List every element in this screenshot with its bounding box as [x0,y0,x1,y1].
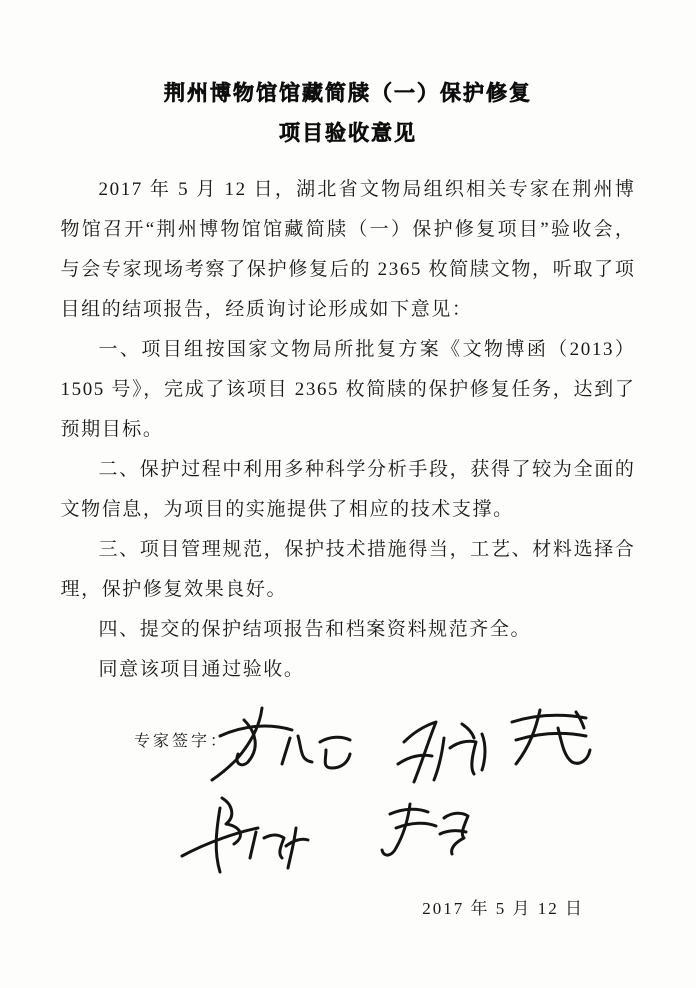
title-line-2: 项目验收意见 [279,122,417,145]
handwritten-signature-1 [206,704,356,792]
document-date: 2017 年 5 月 12 日 [422,899,584,918]
paragraph-intro: 2017 年 5 月 12 日，湖北省文物局组织相关专家在荆州博物馆召开“荆州博物馆馆藏简牍（一）保护修复项目”验收会，与会专家现场考察了保护修复后的 2365 枚简牍文物，听取了项目组的结项报告，经质询讨论形成如下意见： [60,179,636,320]
title-line-1: 荆州博物馆馆藏简牍（一）保护修复 [164,82,532,105]
signature-section [0,698,696,890]
document-body [61,170,636,690]
paragraph-point-2: 二、保护过程中利用多种科学分析手段，获得了较为全面的文物信息，为项目的实施提供了相应的技术支撑。 [60,459,636,520]
handwritten-signature-4 [176,792,312,878]
paragraph-point-3: 三、项目管理规范，保护技术措施得当，工艺、材料选择合理，保护修复效果良好。 [60,539,636,600]
paragraph-conclusion: 同意该项目通过验收。 [98,659,305,680]
paragraph-point-1: 一、项目组按国家文物局所批复方案《文物博函（2013）1505 号》，完成了该项目 2365 枚简牍的保护修复任务，达到了预期目标。 [60,339,636,440]
handwritten-signature-2 [388,714,488,786]
handwritten-signature-3 [498,706,598,770]
handwritten-signature-5 [368,800,472,862]
document-title [0,0,696,154]
signature-label: 专家签字： [134,733,230,750]
paragraph-point-4: 四、提交的保护结项报告和档案资料规范齐全。 [98,619,532,640]
